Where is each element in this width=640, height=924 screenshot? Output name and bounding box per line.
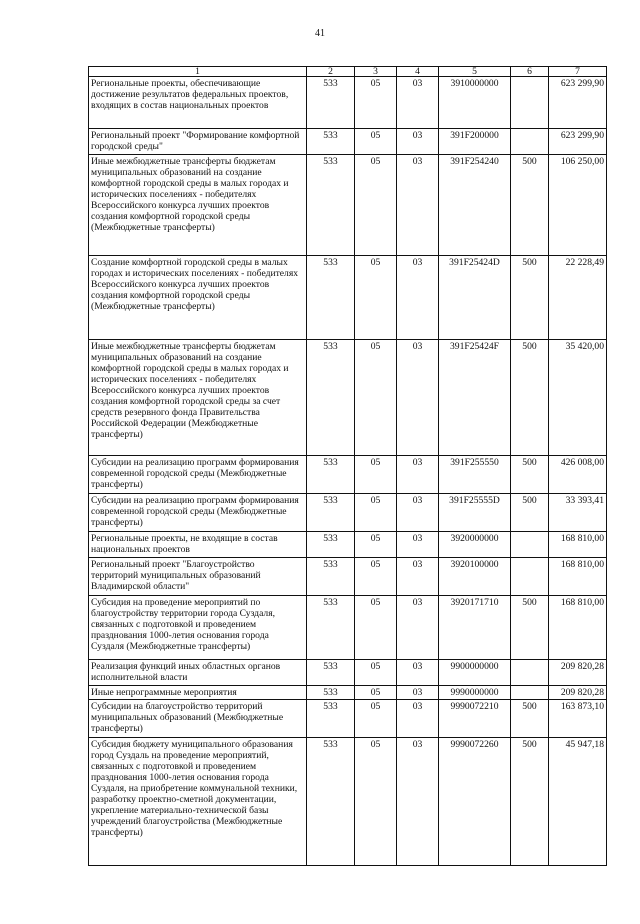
cell-amount: 623 299,90 — [549, 129, 607, 155]
cell-code: 533 — [307, 686, 355, 700]
cell-expense-type: 500 — [511, 738, 549, 866]
cell-subsection: 03 — [397, 155, 439, 256]
table-row — [89, 456, 607, 494]
table-row — [89, 494, 607, 532]
cell-subsection: 03 — [397, 340, 439, 456]
cell-code: 533 — [307, 596, 355, 660]
cell-expense-type — [511, 532, 549, 558]
cell-code: 533 — [307, 77, 355, 129]
column-header: 2 — [307, 67, 355, 77]
row-name: Субсидия бюджету муниципального образования город Суздаль на проведение мероприятий, связанных с подготовкой и проведением празднования 1000-летия основания города Суздаля, на приобретение коммунальной техники, разработку проектно-сметной документации, укрепление материально-технической базы учреждений благоустройства (Межбюджетные трансферты) — [89, 738, 307, 866]
cell-target-article: 391F254240 — [439, 155, 511, 256]
cell-expense-type: 500 — [511, 256, 549, 340]
table-row — [89, 77, 607, 129]
cell-section: 05 — [355, 558, 397, 596]
table-row — [89, 558, 607, 596]
cell-subsection: 03 — [397, 532, 439, 558]
column-header: 1 — [89, 67, 307, 77]
cell-target-article: 3920000000 — [439, 532, 511, 558]
cell-expense-type: 500 — [511, 700, 549, 738]
cell-amount: 623 299,90 — [549, 77, 607, 129]
table-row — [89, 660, 607, 686]
cell-section: 05 — [355, 256, 397, 340]
cell-section: 05 — [355, 155, 397, 256]
cell-code: 533 — [307, 129, 355, 155]
cell-section: 05 — [355, 340, 397, 456]
cell-target-article: 391F200000 — [439, 129, 511, 155]
cell-subsection: 03 — [397, 738, 439, 866]
cell-expense-type: 500 — [511, 596, 549, 660]
table-row — [89, 129, 607, 155]
cell-code: 533 — [307, 532, 355, 558]
cell-subsection: 03 — [397, 256, 439, 340]
cell-amount: 35 420,00 — [549, 340, 607, 456]
cell-subsection: 03 — [397, 129, 439, 155]
table-row — [89, 340, 607, 456]
cell-code: 533 — [307, 660, 355, 686]
cell-expense-type — [511, 660, 549, 686]
row-name: Региональные проекты, обеспечивающие достижение результатов федеральных проектов, входящих в состав национальных проектов — [89, 77, 307, 129]
table-row — [89, 532, 607, 558]
cell-subsection: 03 — [397, 686, 439, 700]
cell-amount: 168 810,00 — [549, 558, 607, 596]
row-name: Субсидии на реализацию программ формирования современной городской среды (Межбюджетные трансферты) — [89, 494, 307, 532]
row-name: Иные непрограммные мероприятия — [89, 686, 307, 700]
cell-section: 05 — [355, 456, 397, 494]
row-name: Региональный проект "Благоустройство территорий муниципальных образований Владимирской области" — [89, 558, 307, 596]
cell-expense-type — [511, 129, 549, 155]
cell-section: 05 — [355, 77, 397, 129]
page-number: 41 — [315, 28, 325, 39]
cell-section: 05 — [355, 129, 397, 155]
row-name: Региональный проект "Формирование комфортной городской среды" — [89, 129, 307, 155]
cell-target-article: 3920171710 — [439, 596, 511, 660]
cell-code: 533 — [307, 700, 355, 738]
cell-expense-type — [511, 558, 549, 596]
column-header: 7 — [549, 67, 607, 77]
table-row — [89, 596, 607, 660]
cell-target-article: 3910000000 — [439, 77, 511, 129]
cell-section: 05 — [355, 494, 397, 532]
table-row — [89, 256, 607, 340]
cell-section: 05 — [355, 596, 397, 660]
cell-amount: 209 820,28 — [549, 660, 607, 686]
cell-subsection: 03 — [397, 558, 439, 596]
table-header-row — [89, 67, 607, 77]
cell-code: 533 — [307, 155, 355, 256]
row-name: Субсидии на благоустройство территорий муниципальных образований (Межбюджетные трансферты) — [89, 700, 307, 738]
cell-subsection: 03 — [397, 700, 439, 738]
cell-amount: 163 873,10 — [549, 700, 607, 738]
cell-amount: 168 810,00 — [549, 532, 607, 558]
cell-target-article: 9990000000 — [439, 686, 511, 700]
row-name: Реализация функций иных областных органов исполнительной власти — [89, 660, 307, 686]
cell-code: 533 — [307, 256, 355, 340]
column-header: 3 — [355, 67, 397, 77]
cell-code: 533 — [307, 558, 355, 596]
cell-section: 05 — [355, 532, 397, 558]
cell-amount: 168 810,00 — [549, 596, 607, 660]
cell-expense-type: 500 — [511, 155, 549, 256]
row-name: Иные межбюджетные трансферты бюджетам муниципальных образований на создание комфортной городской среды в малых городах и исторических поселениях - победителях Всероссийского конкурса лучших проектов создания комфортной городской среды за счет средств резервного фонда Правительства Российской Федерации (Межбюджетные трансферты) — [89, 340, 307, 456]
cell-expense-type — [511, 77, 549, 129]
cell-code: 533 — [307, 738, 355, 866]
cell-target-article: 391F255550 — [439, 456, 511, 494]
cell-code: 533 — [307, 456, 355, 494]
cell-amount: 45 947,18 — [549, 738, 607, 866]
budget-table — [88, 66, 607, 866]
table-row — [89, 738, 607, 866]
cell-target-article: 3920100000 — [439, 558, 511, 596]
cell-amount: 106 250,00 — [549, 155, 607, 256]
row-name: Региональные проекты, не входящие в состав национальных проектов — [89, 532, 307, 558]
row-name: Субсидии на реализацию программ формирования современной городской среды (Межбюджетные трансферты) — [89, 456, 307, 494]
cell-code: 533 — [307, 494, 355, 532]
cell-section: 05 — [355, 700, 397, 738]
cell-amount: 22 228,49 — [549, 256, 607, 340]
cell-target-article: 9990072210 — [439, 700, 511, 738]
cell-target-article: 391F25555D — [439, 494, 511, 532]
cell-expense-type — [511, 686, 549, 700]
table-row — [89, 700, 607, 738]
cell-subsection: 03 — [397, 494, 439, 532]
column-header: 5 — [439, 67, 511, 77]
cell-expense-type: 500 — [511, 494, 549, 532]
cell-code: 533 — [307, 340, 355, 456]
column-header: 4 — [397, 67, 439, 77]
cell-subsection: 03 — [397, 77, 439, 129]
cell-subsection: 03 — [397, 456, 439, 494]
table-row — [89, 686, 607, 700]
cell-subsection: 03 — [397, 596, 439, 660]
cell-amount: 426 008,00 — [549, 456, 607, 494]
row-name: Субсидия на проведение мероприятий по благоустройству территории города Суздаля, связанных с подготовкой и проведением празднования 1000-летия основания города Суздаля (Межбюджетные трансферты) — [89, 596, 307, 660]
cell-amount: 33 393,41 — [549, 494, 607, 532]
cell-section: 05 — [355, 738, 397, 866]
cell-section: 05 — [355, 660, 397, 686]
cell-target-article: 391F25424F — [439, 340, 511, 456]
cell-expense-type: 500 — [511, 456, 549, 494]
table-row — [89, 155, 607, 256]
cell-expense-type: 500 — [511, 340, 549, 456]
cell-target-article: 9990072260 — [439, 738, 511, 866]
cell-target-article: 391F25424D — [439, 256, 511, 340]
row-name: Иные межбюджетные трансферты бюджетам муниципальных образований на создание комфортной городской среды в малых городах и исторических поселениях - победителях Всероссийского конкурса лучших проектов создания комфортной городской среды (Межбюджетные трансферты) — [89, 155, 307, 256]
cell-subsection: 03 — [397, 660, 439, 686]
column-header: 6 — [511, 67, 549, 77]
cell-amount: 209 820,28 — [549, 686, 607, 700]
cell-section: 05 — [355, 686, 397, 700]
row-name: Создание комфортной городской среды в малых городах и исторических поселениях - победителях Всероссийского конкурса лучших проектов создания комфортной городской среды (Межбюджетные трансферты) — [89, 256, 307, 340]
cell-target-article: 9900000000 — [439, 660, 511, 686]
